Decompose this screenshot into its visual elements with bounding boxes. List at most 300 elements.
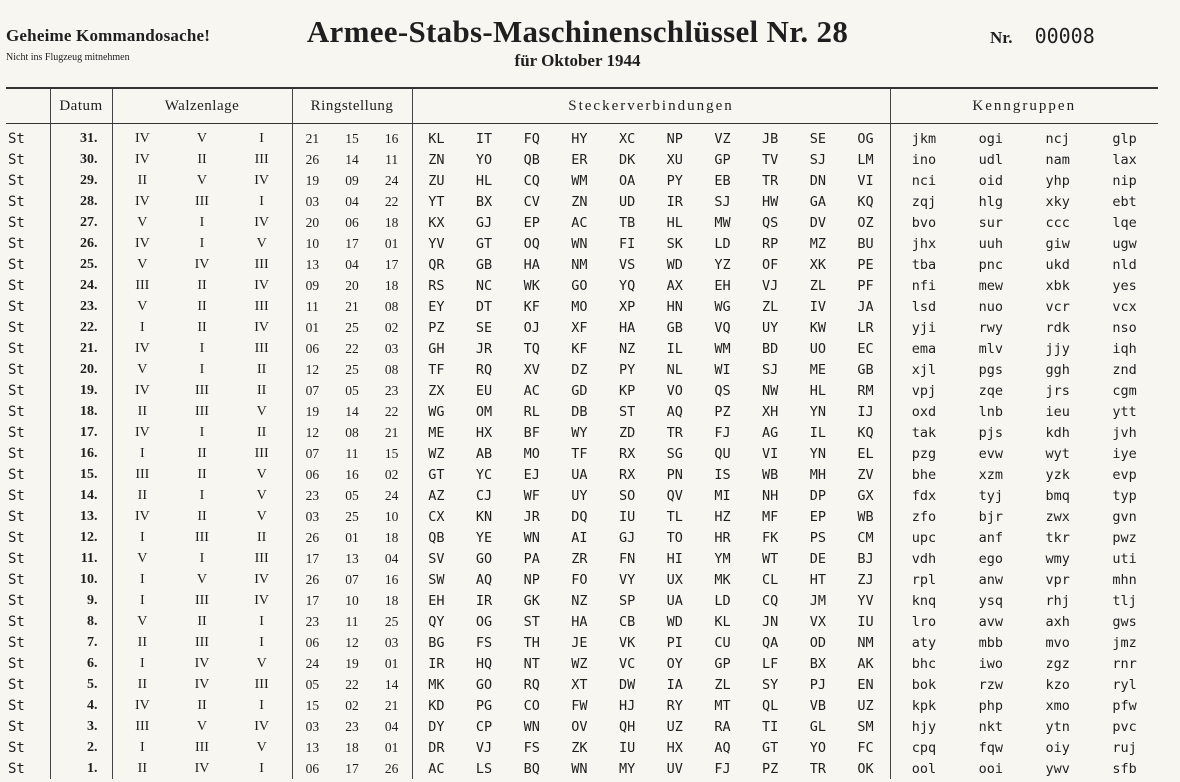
ring-setting: 07: [345, 571, 359, 587]
plug-pair: HX: [475, 424, 493, 441]
ring-setting: 08: [384, 361, 399, 377]
walzenlage-cell-group: [113, 278, 292, 294]
walzenlage-cell-group: [113, 719, 292, 735]
plug-pair: FS: [523, 739, 540, 756]
kenngruppen-cell: [890, 338, 1158, 359]
plug-pair: DR: [428, 739, 445, 756]
plug-pair: XF: [571, 319, 588, 336]
indicator-group: uuh: [978, 235, 1003, 252]
rotor: V: [196, 571, 208, 587]
plug-pair: IA: [666, 676, 683, 693]
indicator-group: ieu: [1045, 403, 1070, 420]
rotor: II: [197, 277, 207, 293]
indicator-group: php: [978, 697, 1003, 714]
st-cell: St: [8, 130, 25, 147]
stecker-cell-group: [413, 152, 890, 168]
plug-pair: PZ: [762, 760, 779, 777]
plug-pair: YN: [809, 403, 826, 420]
title-block: [290, 14, 865, 71]
indicator-group: yes: [1112, 277, 1137, 294]
rotor: IV: [254, 718, 270, 734]
rotor: III: [194, 382, 209, 398]
indicator-group: nip: [1112, 172, 1137, 189]
plug-pair: FI: [618, 235, 636, 252]
walzenlage-cell: [112, 485, 292, 506]
kenngruppen-cell-group: [891, 593, 1159, 609]
rotor: II: [197, 319, 207, 335]
walzenlage-cell: [112, 212, 292, 233]
plug-pair: RA: [714, 718, 731, 735]
ringstellung-cell-group: [293, 593, 412, 609]
kenngruppen-cell-group: [891, 299, 1159, 315]
indicator-group: ool: [911, 760, 937, 777]
indicator-group: ooi: [978, 760, 1003, 777]
plug-pair: ZV: [857, 466, 874, 483]
plug-pair: TF: [428, 361, 445, 378]
plug-pair: PY: [666, 172, 683, 189]
ring-setting: 24: [384, 487, 399, 503]
plug-pair: YO: [809, 739, 826, 756]
plug-pair: FC: [857, 739, 874, 756]
kenngruppen-cell-group: [891, 740, 1159, 756]
table-row: [6, 254, 1158, 275]
rotor: IV: [134, 508, 150, 524]
ringstellung-cell: [292, 695, 412, 716]
plug-pair: HY: [571, 130, 588, 147]
ring-setting: 05: [345, 382, 359, 398]
plug-pair: ZX: [428, 382, 445, 399]
walzenlage-cell-group: [113, 488, 292, 504]
walzenlage-cell-group: [113, 404, 292, 420]
rotor: II: [256, 424, 267, 440]
indicator-group: yhp: [1045, 172, 1070, 189]
plug-pair: DZ: [571, 361, 588, 378]
plug-pair: MH: [809, 466, 826, 483]
plug-pair: ZD: [618, 424, 636, 441]
kenngruppen-cell-group: [891, 635, 1159, 651]
walzenlage-cell: [112, 653, 292, 674]
plug-pair: VI: [857, 172, 874, 189]
walzenlage-cell: [112, 149, 292, 170]
rotor: V: [196, 172, 208, 188]
indicator-group: aty: [911, 634, 937, 651]
date-cell: 22.: [50, 317, 112, 338]
rotor: II: [137, 760, 147, 776]
table-row: [6, 758, 1158, 779]
indicator-group: knq: [911, 592, 937, 609]
plug-pair: HR: [714, 529, 731, 546]
plug-pair: CJ: [475, 487, 493, 504]
rotor: I: [199, 487, 205, 503]
ringstellung-cell: [292, 674, 412, 695]
stecker-cell: [412, 569, 890, 590]
date-cell: 9.: [50, 590, 112, 611]
ring-setting: 12: [305, 361, 320, 377]
rotor: IV: [254, 277, 270, 293]
plug-pair: OF: [762, 256, 779, 273]
rotor: IV: [134, 340, 150, 356]
ring-setting: 04: [384, 718, 399, 734]
rotor: IV: [194, 256, 210, 272]
ring-setting: 17: [305, 592, 320, 608]
kenngruppen-cell-group: [891, 278, 1159, 294]
st-cell: St: [8, 697, 25, 714]
indicator-group: ugw: [1112, 235, 1137, 252]
col-datum-header: Datum: [50, 88, 112, 124]
indicator-group: nld: [1112, 256, 1137, 273]
plug-pair: GO: [475, 550, 493, 567]
stecker-cell-group: [413, 593, 890, 609]
indicator-group: jjy: [1045, 340, 1070, 357]
rotor: II: [197, 508, 207, 524]
plug-pair: QR: [428, 256, 445, 273]
plug-pair: TQ: [523, 340, 540, 357]
kenngruppen-cell-group: [891, 761, 1159, 777]
plug-pair: FQ: [523, 130, 540, 147]
stecker-cell: [412, 338, 890, 359]
plug-pair: OD: [809, 634, 826, 651]
indicator-group: yji: [911, 319, 937, 336]
ring-setting: 02: [345, 697, 359, 713]
plug-pair: CQ: [523, 172, 540, 189]
st-cell: St: [8, 550, 25, 567]
table-row: [6, 569, 1158, 590]
ring-setting: 01: [384, 739, 399, 755]
walzenlage-cell-group: [113, 362, 292, 378]
table-row: [6, 506, 1158, 527]
rotor: II: [137, 487, 147, 503]
kenngruppen-cell-group: [891, 341, 1159, 357]
plug-pair: QS: [714, 382, 731, 399]
ringstellung-cell-group: [293, 131, 412, 147]
ring-setting: 23: [305, 613, 320, 629]
plug-pair: QB: [523, 151, 540, 168]
kenngruppen-cell: [890, 590, 1158, 611]
plug-pair: VB: [809, 697, 826, 714]
plug-pair: SJ: [714, 193, 731, 210]
ring-setting: 17: [384, 256, 399, 272]
plug-pair: UY: [762, 319, 779, 336]
indicator-group: tyj: [978, 487, 1003, 504]
ringstellung-cell-group: [293, 719, 412, 735]
ring-setting: 18: [384, 214, 399, 230]
ringstellung-cell-group: [293, 614, 412, 630]
stecker-cell: [412, 758, 890, 779]
plug-pair: NM: [857, 634, 874, 651]
plug-pair: MO: [523, 445, 540, 462]
ringstellung-cell: [292, 611, 412, 632]
plug-pair: YZ: [714, 256, 731, 273]
rotor: I: [199, 361, 205, 377]
ringstellung-cell-group: [293, 635, 412, 651]
plug-pair: TR: [809, 760, 826, 777]
plug-pair: ER: [571, 151, 588, 168]
plug-pair: OY: [666, 655, 683, 672]
key-table: [6, 87, 1158, 779]
plug-pair: AQ: [475, 571, 493, 588]
kenngruppen-cell-group: [891, 719, 1159, 735]
plug-pair: QH: [618, 718, 636, 735]
walzenlage-cell: [112, 569, 292, 590]
plug-pair: PG: [475, 697, 493, 714]
plug-pair: GT: [762, 739, 779, 756]
table-row: [6, 443, 1158, 464]
rotor: II: [197, 298, 207, 314]
indicator-group: zfo: [911, 508, 937, 525]
plug-pair: WF: [523, 487, 540, 504]
plug-pair: XH: [762, 403, 779, 420]
plug-pair: NH: [762, 487, 779, 504]
ringstellung-cell: [292, 338, 412, 359]
plug-pair: YQ: [618, 277, 636, 294]
plug-pair: NC: [475, 277, 493, 294]
rotor: I: [139, 571, 145, 587]
rotor: IV: [254, 319, 270, 335]
ring-setting: 03: [384, 340, 399, 356]
plug-pair: BX: [809, 655, 826, 672]
kenngruppen-cell: [890, 296, 1158, 317]
stecker-cell: [412, 632, 890, 653]
plug-pair: KW: [809, 319, 826, 336]
indicator-group: rdk: [1045, 319, 1070, 336]
stecker-cell: [412, 296, 890, 317]
walzenlage-cell: [112, 506, 292, 527]
ringstellung-cell-group: [293, 257, 412, 273]
stecker-cell-group: [413, 509, 890, 525]
ring-setting: 18: [384, 277, 399, 293]
plug-pair: OJ: [523, 319, 540, 336]
plug-pair: UV: [666, 760, 683, 777]
plug-pair: KD: [428, 697, 445, 714]
st-cell: St: [8, 676, 25, 693]
plug-pair: KQ: [857, 424, 874, 441]
kenngruppen-cell: [890, 485, 1158, 506]
ringstellung-cell: [292, 758, 412, 779]
date-cell: 15.: [50, 464, 112, 485]
indicator-group: hjy: [911, 718, 937, 735]
walzenlage-cell: [112, 443, 292, 464]
ring-setting: 16: [384, 571, 399, 587]
plug-pair: ME: [428, 424, 445, 441]
indicator-group: tak: [911, 424, 937, 441]
ringstellung-cell: [292, 464, 412, 485]
plug-pair: JB: [762, 130, 779, 147]
walzenlage-cell: [112, 611, 292, 632]
plug-pair: TI: [762, 718, 779, 735]
rotor: V: [196, 718, 208, 734]
table-row: [6, 632, 1158, 653]
table-row: [6, 611, 1158, 632]
date-cell: 11.: [50, 548, 112, 569]
plug-pair: GO: [571, 277, 588, 294]
plug-pair: JR: [523, 508, 540, 525]
indicator-group: glp: [1112, 130, 1137, 147]
date-cell: 4.: [50, 695, 112, 716]
indicator-group: xjl: [911, 361, 937, 378]
indicator-group: udl: [978, 151, 1003, 168]
col-kenngruppen-header: Kenngruppen: [890, 88, 1158, 124]
indicator-group: ywv: [1045, 760, 1070, 777]
stecker-cell-group: [413, 383, 890, 399]
plug-pair: OV: [571, 718, 588, 735]
rotor: IV: [134, 130, 150, 146]
plug-pair: GL: [809, 718, 826, 735]
rotor: V: [137, 298, 148, 314]
indicator-group: zwx: [1045, 508, 1070, 525]
table-row: [6, 422, 1158, 443]
ringstellung-cell-group: [293, 215, 412, 231]
plug-pair: NP: [666, 130, 683, 147]
plug-pair: JM: [809, 592, 826, 609]
plug-pair: FO: [571, 571, 588, 588]
ringstellung-cell-group: [293, 488, 412, 504]
date-cell: 27.: [50, 212, 112, 233]
walzenlage-cell-group: [113, 551, 292, 567]
plug-pair: RX: [618, 445, 636, 462]
plug-pair: EB: [714, 172, 731, 189]
stecker-cell: [412, 695, 890, 716]
plug-pair: TH: [523, 634, 540, 651]
plug-pair: QS: [762, 214, 779, 231]
st-cell: St: [8, 571, 25, 588]
plug-pair: IL: [809, 424, 826, 441]
date-cell: 6.: [50, 653, 112, 674]
ring-setting: 12: [305, 424, 320, 440]
ring-setting: 01: [345, 529, 359, 545]
plug-pair: IR: [475, 592, 493, 609]
plug-pair: WB: [857, 508, 874, 525]
walzenlage-cell: [112, 359, 292, 380]
plug-pair: FJ: [714, 424, 731, 441]
plug-pair: PN: [666, 466, 683, 483]
stecker-cell-group: [413, 299, 890, 315]
st-cell: St: [8, 256, 25, 273]
ring-setting: 13: [305, 739, 320, 755]
plug-pair: GJ: [475, 214, 493, 231]
walzenlage-cell-group: [113, 740, 292, 756]
plug-pair: YV: [857, 592, 874, 609]
kenngruppen-cell: [890, 569, 1158, 590]
plug-pair: PF: [857, 277, 874, 294]
plug-pair: IT: [475, 130, 493, 147]
plug-pair: JE: [571, 634, 588, 651]
ringstellung-cell-group: [293, 677, 412, 693]
ring-setting: 17: [345, 235, 359, 251]
date-cell: 30.: [50, 149, 112, 170]
plug-pair: HJ: [618, 697, 636, 714]
kenngruppen-cell-group: [891, 656, 1159, 672]
plug-pair: EH: [714, 277, 731, 294]
ring-setting: 01: [384, 235, 399, 251]
plug-pair: FW: [571, 697, 588, 714]
ring-setting: 06: [305, 466, 320, 482]
plug-pair: WT: [762, 550, 779, 567]
indicator-group: fqw: [978, 739, 1003, 756]
plug-pair: ZU: [428, 172, 445, 189]
kenngruppen-cell: [890, 124, 1158, 150]
ring-setting: 06: [305, 634, 320, 650]
rotor: V: [256, 235, 267, 251]
stecker-cell: [412, 464, 890, 485]
kenngruppen-cell: [890, 611, 1158, 632]
plug-pair: HL: [475, 172, 493, 189]
kenngruppen-cell-group: [891, 194, 1159, 210]
rotor: IV: [254, 214, 270, 230]
ringstellung-cell-group: [293, 656, 412, 672]
plug-pair: OM: [475, 403, 493, 420]
plug-pair: EN: [857, 676, 874, 693]
rotor: III: [254, 340, 269, 356]
plug-pair: CX: [428, 508, 445, 525]
rotor: I: [139, 592, 145, 608]
ring-setting: 22: [384, 193, 399, 209]
plug-pair: AQ: [666, 403, 683, 420]
date-cell: 23.: [50, 296, 112, 317]
plug-pair: SE: [475, 319, 493, 336]
rotor: IV: [194, 655, 210, 671]
plug-pair: VI: [762, 445, 779, 462]
plug-pair: VC: [618, 655, 636, 672]
date-cell: 17.: [50, 422, 112, 443]
indicator-group: pjs: [978, 424, 1003, 441]
plug-pair: AQ: [714, 739, 731, 756]
ring-setting: 05: [305, 676, 320, 692]
ringstellung-cell-group: [293, 299, 412, 315]
date-cell: 20.: [50, 359, 112, 380]
ring-setting: 25: [345, 508, 359, 524]
plug-pair: YM: [714, 550, 731, 567]
plug-pair: VZ: [714, 130, 731, 147]
indicator-group: kpk: [911, 697, 937, 714]
indicator-group: jhx: [911, 235, 937, 252]
st-cell: St: [8, 655, 25, 672]
rotor: I: [199, 340, 205, 356]
plug-pair: DN: [809, 172, 826, 189]
indicator-group: bjr: [978, 508, 1003, 525]
plug-pair: PE: [857, 256, 874, 273]
ringstellung-cell-group: [293, 698, 412, 714]
indicator-group: bok: [911, 676, 937, 693]
plug-pair: YC: [475, 466, 493, 483]
date-cell: 5.: [50, 674, 112, 695]
rotor: IV: [254, 592, 270, 608]
indicator-group: iye: [1112, 445, 1137, 462]
plug-pair: DV: [809, 214, 826, 231]
plug-pair: FS: [475, 634, 493, 651]
ring-setting: 15: [345, 130, 359, 146]
plug-pair: WY: [571, 424, 588, 441]
plug-pair: AB: [475, 445, 493, 462]
plug-pair: HI: [666, 550, 683, 567]
walzenlage-cell-group: [113, 635, 292, 651]
stecker-cell: [412, 611, 890, 632]
rotor: V: [256, 487, 267, 503]
rotor: IV: [134, 424, 150, 440]
plug-pair: GO: [475, 676, 493, 693]
plug-pair: MI: [714, 487, 731, 504]
plug-pair: SP: [618, 592, 636, 609]
ring-setting: 04: [345, 193, 359, 209]
indicator-group: lsd: [911, 298, 937, 315]
ring-setting: 03: [305, 718, 320, 734]
walzenlage-cell: [112, 191, 292, 212]
plug-pair: UA: [666, 592, 683, 609]
indicator-group: cpq: [911, 739, 937, 756]
plug-pair: TF: [571, 445, 588, 462]
indicator-group: hlg: [978, 193, 1003, 210]
walzenlage-cell: [112, 737, 292, 758]
document-title: Armee-Stabs-Maschinenschlüssel Nr. 28: [306, 14, 849, 49]
